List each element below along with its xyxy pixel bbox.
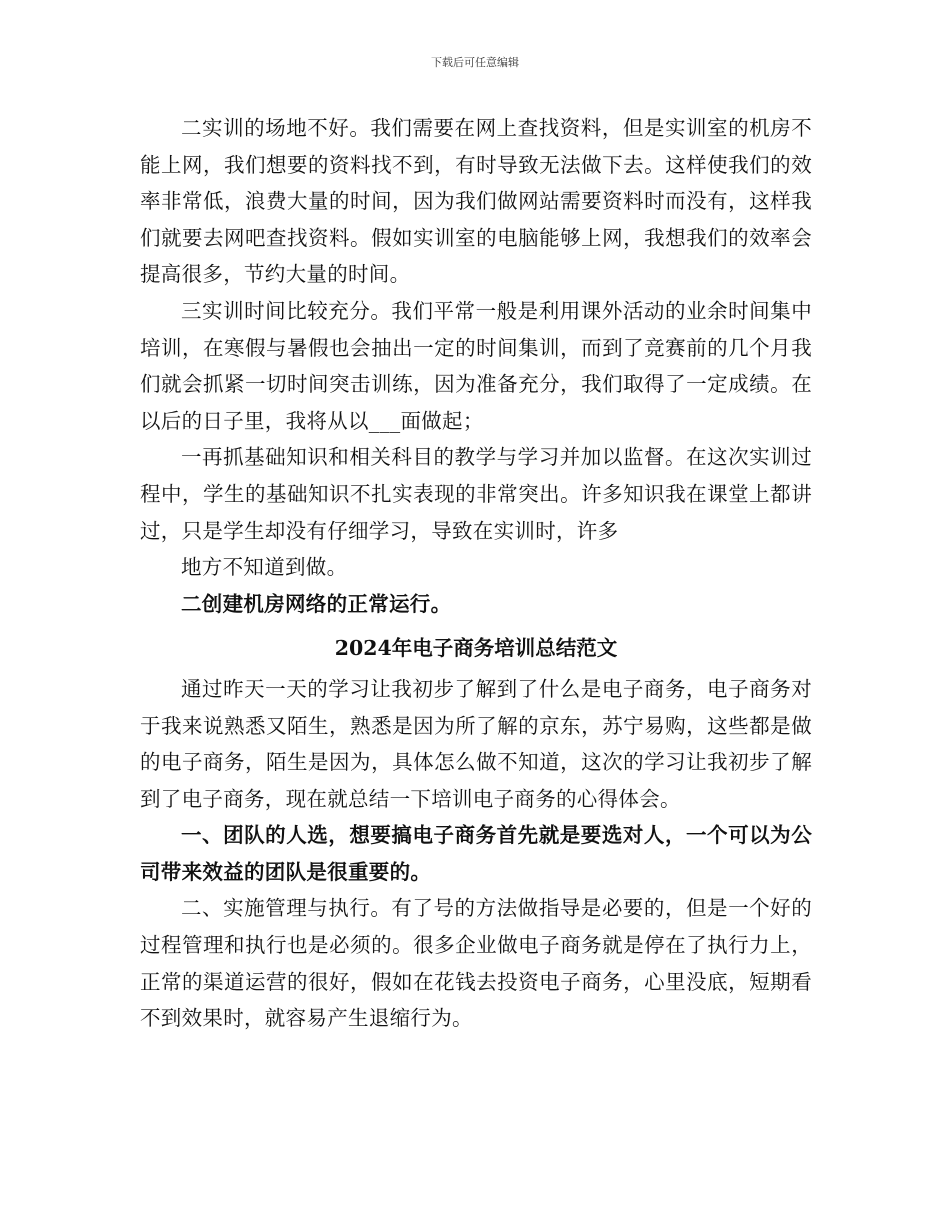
page-header: 下载后可任意编辑	[431, 56, 519, 69]
paragraph-intro: 通过昨天一天的学习让我初步了解到了什么是电子商务，电子商务对于我来说熟悉又陌生，熟悉是因为所了解的京东，苏宁易购，这些都是做的电子商务，陌生是因为，具体怎么做不知道，这次的学习让我初步了解到了电子商务，现在就总结一下培训电子商务的心得体会。	[140, 676, 812, 811]
document-body	[140, 110, 812, 1037]
paragraph-continuation: 地方不知道到做。	[181, 555, 348, 580]
paragraph-management: 二、实施管理与执行。有了号的方法做指导是必要的，但是一个好的过程管理和执行也是必须的。很多企业做电子商务就是停在了执行力上，正常的渠道运营的很好，假如在花钱去投资电子商务，心里没底，短期看不到效果时，就容易产生退缩行为。	[140, 896, 812, 1031]
paragraph-basics: 一再抓基础知识和相关科目的教学与学习并加以监督。在这次实训过程中，学生的基础知识不扎实表现的非常突出。许多知识我在课堂上都讲过，只是学生却没有仔细学习，导致在实训时，许多	[140, 445, 812, 543]
document-title: 2024年电子商务培训总结范文	[334, 636, 618, 661]
paragraph-venue: 二实训的场地不好。我们需要在网上查找资料，但是实训室的机房不能上网，我们想要的资料找不到，有时导致无法做下去。这样使我们的效率非常低，浪费大量的时间，因为我们做网站需要资料时而没有，这样我们就要去网吧查找资料。假如实训室的电脑能够上网，我想我们的效率会提高很多，节约大量的时间。	[140, 116, 812, 287]
paragraph-team: 一、团队的人选，想要搞电子商务首先就是要选对人，一个可以为公司带来效益的团队是很重要的。	[140, 823, 812, 884]
paragraph-training-time: 三实训时间比较充分。我们平常一般是利用课外活动的业余时间集中培训，在寒假与暑假也会抽出一定的时间集训，而到了竞赛前的几个月我们就会抓紧一切时间突击训练，因为准备充分，我们取得了一定成绩。在以后的日子里，我将从以___面做起；	[140, 298, 812, 433]
paragraph-network: 二创建机房网络的正常运行。	[181, 591, 452, 616]
